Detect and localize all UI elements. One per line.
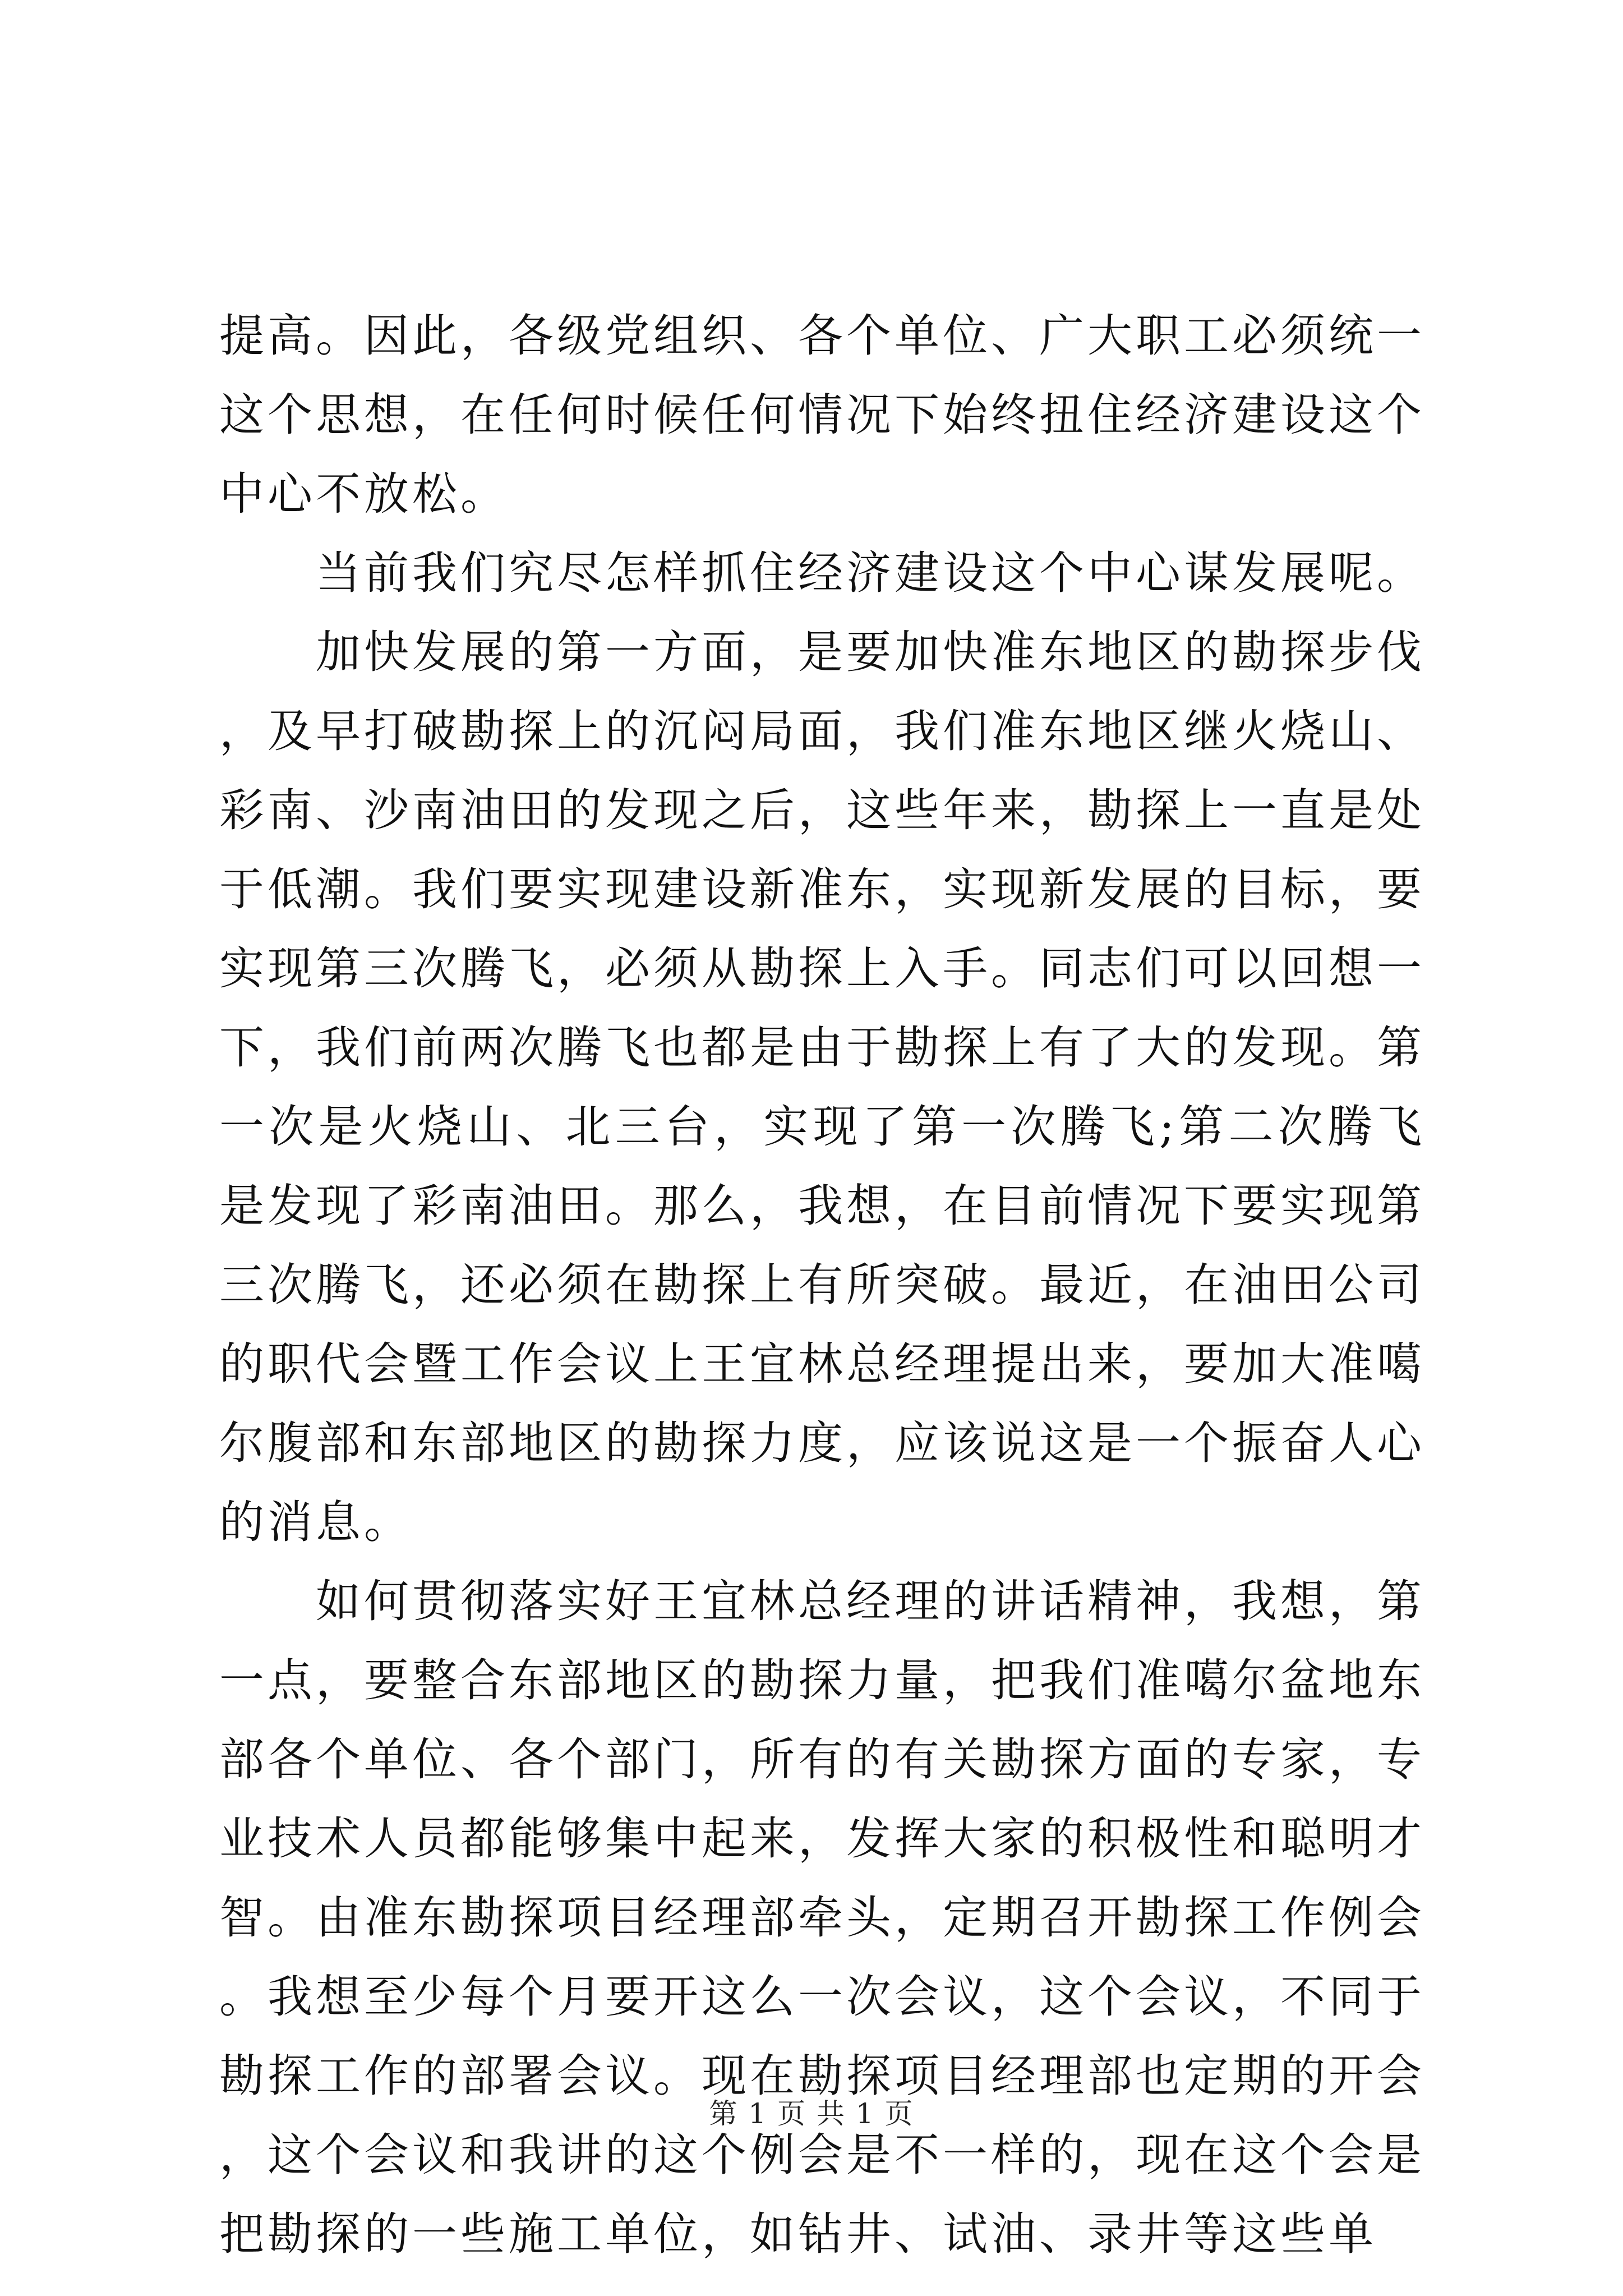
paragraph-3: 加快发展的第一方面，是要加快准东地区的勘探步伐，及早打破勘探上的沉闷局面，我们准东地区继火烧山、彩南、沙南油田的发现之后，这些年来，勘探上一直是处于低潮。我们要实现建设新准东，实现新发展的目标，要实现第三次腾飞，必须从勘探上入手。同志们可以回想一下，我们前两次腾飞也都是由于勘探上有了大的发现。第一次是火烧山、北三台，实现了第一次腾飞;第二次腾飞是发现了彩南油田。那么，我想，在目前情况下要实现第三次腾飞，还必须在勘探上有所突破。最近，在油田公司的职代会暨工作会议上王宜林总经理提出来，要加大准噶尔腹部和东部地区的勘探力度，应该说这是一个振奋人心的消息。 bbox=[219, 626, 1425, 1548]
paragraph-2: 当前我们究尽怎样抓住经济建设这个中心谋发展呢。 bbox=[316, 547, 1425, 599]
page-footer: 第 1 页 共 1 页 bbox=[709, 2097, 914, 2130]
paragraph-1: 提高。因此，各级党组织、各个单位、广大职工必须统一这个思想，在任何时候任何情况下始终扭住经济建设这个中心不放松。 bbox=[219, 310, 1425, 520]
document-body bbox=[219, 296, 1425, 2274]
paragraph-4: 如何贯彻落实好王宜林总经理的讲话精神，我想，第一点，要整合东部地区的勘探力量，把我们准噶尔盆地东部各个单位、各个部门，所有的有关勘探方面的专家，专业技术人员都能够集中起来，发挥大家的积极性和聪明才智。由准东勘探项目经理部牵头，定期召开勘探工作例会。我想至少每个月要开这么一次会议，这个会议，不同于勘探工作的部署会议。现在勘探项目经理部也定期的开会，这个会议和我讲的这个例会是不一样的，现在这个会是把勘探的一些施工单位，如钻井、试油、录井等这些单 bbox=[219, 1575, 1425, 2260]
